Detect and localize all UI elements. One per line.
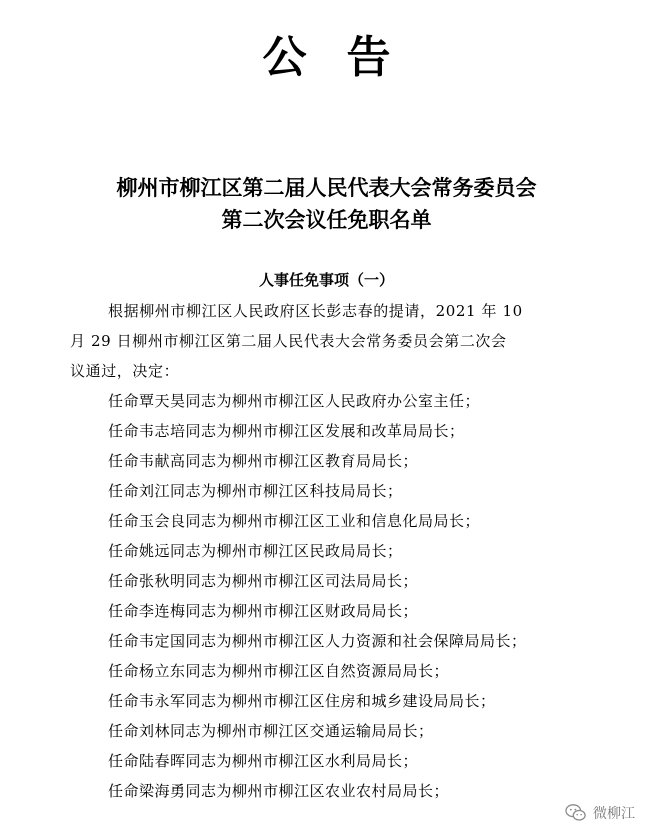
intro-line-1: 根据柳州市柳江区人民政府区长彭志春的提请，2021 年 10: [108, 302, 523, 320]
document-body: [70, 296, 590, 806]
appointment-item: 任命李连梅同志为柳州市柳江区财政局局长；: [108, 602, 419, 620]
appointment-item: 任命韦永军同志为柳州市柳江区住房和城乡建设局局长；: [108, 692, 496, 710]
appointment-item: 任命张秋明同志为柳州市柳江区司法局局长；: [108, 572, 419, 590]
watermark: [565, 800, 635, 826]
appointment-item: 任命刘江同志为柳州市柳江区科技局局长；: [108, 482, 403, 500]
appointment-item: 任命姚远同志为柳州市柳江区民政局局长；: [108, 542, 403, 560]
document-title-line-2: 第二次会议任免职名单: [221, 207, 432, 232]
appointment-item: 任命韦献高同志为柳州市柳江区教育局局长；: [108, 452, 419, 470]
appointment-item: 任命玉会良同志为柳州市柳江区工业和信息化局局长；: [108, 512, 481, 530]
notice-title: 公告: [262, 32, 431, 83]
appointment-item: 任命覃天昊同志为柳州市柳江区人民政府办公室主任；: [108, 392, 481, 410]
document-title-line-1: 柳州市柳江区第二届人民代表大会常务委员会: [116, 175, 537, 200]
section-heading: 人事任免事项（一）: [258, 271, 394, 289]
appointment-item: 任命梁海勇同志为柳州市柳江区农业农村局局长；: [108, 782, 450, 800]
appointment-item: 任命韦定国同志为柳州市柳江区人力资源和社会保障局局长；: [108, 632, 527, 650]
intro-line-2: 月 29 日柳州市柳江区第二届人民代表大会常务委员会第二次会: [70, 332, 507, 350]
appointment-item: 任命刘林同志为柳州市柳江区交通运输局局长；: [108, 722, 434, 740]
appointment-item: 任命杨立东同志为柳州市柳江区自然资源局局长；: [108, 662, 450, 680]
appointment-item: 任命陆春晖同志为柳州市柳江区水利局局长；: [108, 752, 419, 770]
wechat-icon: [565, 803, 587, 823]
watermark-label: 微柳江: [593, 806, 635, 822]
document-title: [0, 172, 653, 236]
intro-line-3: 议通过，决定：: [70, 362, 180, 380]
appointment-item: 任命韦志培同志为柳州市柳江区发展和改革局局长；: [108, 422, 465, 440]
